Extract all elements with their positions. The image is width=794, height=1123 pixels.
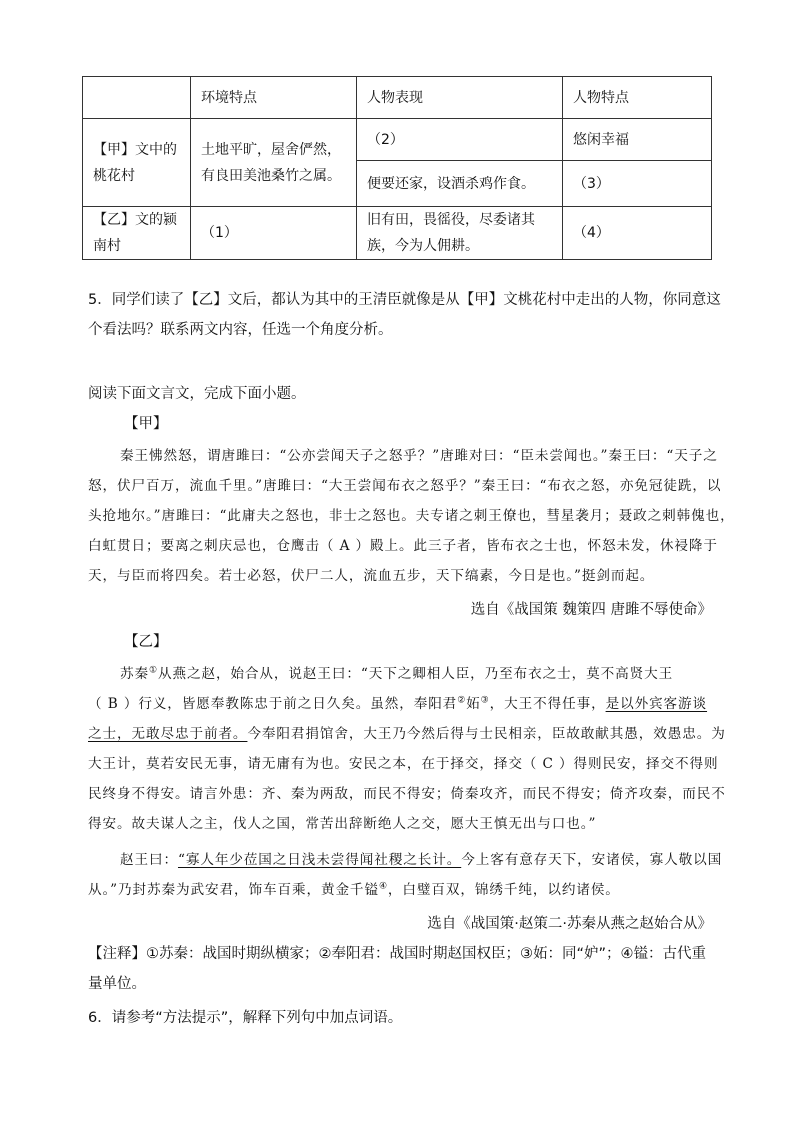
passage-yi-source: 选自《战国策·赵策二·苏秦从燕之赵始合从》	[427, 916, 712, 932]
comparison-table	[82, 76, 712, 260]
passage-yi-line	[88, 880, 620, 900]
question-5-line: 5．同学们读了【乙】文后，都认为其中的王清臣就像是从【甲】文桃花村中走出的人物，你同意这	[88, 292, 721, 308]
note-marker: ③	[480, 695, 490, 706]
passage-jia-heading: 【甲】	[124, 416, 168, 432]
passage-text: 苏秦	[120, 666, 149, 682]
passage-text: 今上客有意存天下，安诸侯，寡人敬以国	[461, 852, 723, 868]
passage-jia-line: 白虹贯日；要离之刺庆忌也，仓鹰击（ A ）殿上。此三子者，皆布衣之士也，怀怒未发，休祲降于	[88, 538, 718, 554]
passage-text: 从。”乃封苏秦为武安君，饰车百乘，黄金千镒	[88, 882, 379, 898]
passage-yi-line	[120, 850, 722, 870]
table-header-cell	[83, 77, 191, 119]
table-header-cell: 环境特点	[191, 77, 357, 119]
passage-yi-line: 大王计，莫若安民无事，请无庸有为也。安民之本，在于择交，择交（ C ）得则民安，择交不得则	[88, 756, 719, 772]
table-header-cell: 人物表现	[357, 77, 563, 119]
passage-yi-line	[88, 724, 726, 744]
table-row-label: 【乙】文的颍南村	[83, 207, 191, 260]
table-header-row	[83, 77, 712, 119]
passage-text: （ B ）行义，皆愿奉教陈忠于前之日久矣。虽然，奉阳君	[88, 696, 458, 712]
passage-jia-line: 秦王怫然怒，谓唐雎曰：“公亦尝闻天子之怒乎？”唐雎对曰：“臣未尝闻也。”秦王曰：“天子之	[120, 448, 718, 464]
table-cell: 悠闲幸福	[563, 119, 712, 161]
annotation-line: 量单位。	[88, 976, 146, 992]
passage-jia-line: 天，与臣而将四矣。若士必怒，伏尸二人，流血五步，天下缟素，今日是也。”挺剑而起。	[88, 568, 655, 584]
table-cell: 土地平旷，屋舍俨然，有良田美池桑竹之属。	[191, 119, 357, 207]
passage-yi-line	[88, 694, 707, 714]
table-row-label: 【甲】文中的桃花村	[83, 119, 191, 207]
table-header-cell: 人物特点	[563, 77, 712, 119]
passage-text: 妬	[466, 696, 481, 712]
question-5-line: 个看法吗？联系两文内容，任选一个角度分析。	[88, 322, 393, 338]
passage-text: 从燕之赵，始合从，说赵王曰：“天下之卿相人臣，乃至布衣之士，莫不高贤大王	[157, 666, 674, 682]
underlined-sentence: 是以外宾客游谈	[605, 696, 708, 712]
table-row	[83, 207, 712, 260]
annotation-line: 【注释】①苏秦：战国时期纵横家；②奉阳君：战国时期赵国权臣；③妬：同“妒”；④镒：古代重	[88, 946, 707, 962]
table-cell: （1）	[191, 207, 357, 260]
passage-yi-line: 得安。故夫谋人之主，伐人之国，常苦出辞断绝人之交，愿大王慎无出与口也。”	[88, 816, 597, 832]
reading-instruction: 阅读下面文言文，完成下面小题。	[88, 386, 306, 402]
note-marker: ①	[149, 665, 158, 676]
table-cell: （3）	[563, 161, 712, 207]
passage-jia-line: 怒，伏尸百万，流血千里。”唐雎曰：“大王尝闻布衣之怒乎？”秦王曰：“布衣之怒，亦免冠徒跣，以	[88, 478, 722, 494]
table-cell: （2）	[357, 119, 563, 161]
underlined-sentence: “寡人年少莅国之日浅未尝得闻社稷之长计。	[177, 852, 462, 868]
passage-yi-heading: 【乙】	[124, 634, 168, 650]
table-cell: 旧有田，畏徭役，尽委诸其族，今为人佣耕。	[357, 207, 563, 260]
table-cell: （4）	[563, 207, 712, 260]
passage-text: ，白璧百双，锦绣千纯，以约诸侯。	[387, 882, 620, 898]
passage-jia-line: 头抢地尔。”唐雎曰：“此庸夫之怒也，非士之怒也。夫专诸之刺王僚也，彗星袭月；聂政之刺韩傀也，	[88, 508, 735, 524]
table-cell: 便要还家，设酒杀鸡作食。	[357, 161, 563, 207]
passage-text: ，大王不得任事，	[489, 696, 606, 712]
note-marker: ④	[378, 881, 388, 892]
table-row	[83, 119, 712, 161]
question-6: 6．请参考“方法提示”，解释下列句中加点词语。	[88, 1010, 403, 1026]
passage-yi-line: 民终身不得安。请言外患：齐、秦为两敌，而民不得安；倚秦攻齐，而民不得安；倚齐攻秦，而民不	[88, 786, 726, 802]
note-marker: ②	[457, 695, 467, 706]
passage-text: 今奉阳君捐馆舍，大王乃今然后得与士民相亲，臣故敢献其愚，效愚忠。为	[247, 726, 726, 742]
underlined-sentence: 之士，无敢尽忠于前者。	[88, 726, 248, 742]
passage-jia-source: 选自《战国策 魏策四 唐雎不辱使命》	[470, 602, 712, 618]
passage-text: 赵王曰：	[120, 852, 178, 868]
passage-yi-line	[120, 664, 673, 684]
